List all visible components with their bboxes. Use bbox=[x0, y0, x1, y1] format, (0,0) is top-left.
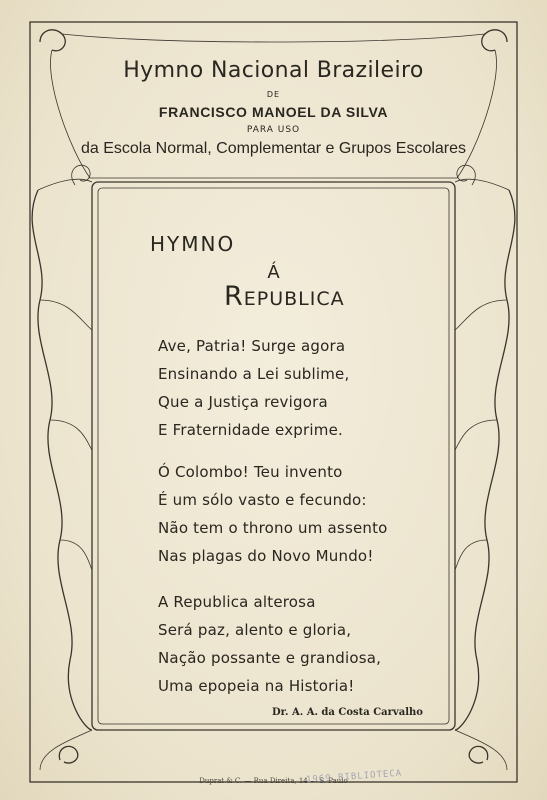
poem-heading-a: Á bbox=[267, 262, 280, 283]
verse-line: A Republica alterosa bbox=[158, 593, 316, 611]
poem-heading-republica: Republica bbox=[224, 281, 345, 312]
verse-line: Ó Colombo! Teu invento bbox=[158, 463, 343, 481]
verse-line: E Fraternidade exprime. bbox=[158, 421, 343, 439]
schools-subtitle: da Escola Normal, Complementar e Grupos Escolares bbox=[80, 140, 467, 157]
verse-line: É um sólo vasto e fecundo: bbox=[158, 491, 367, 509]
stanza-3 bbox=[158, 588, 381, 700]
para-uso-label: PARA USO bbox=[246, 125, 301, 135]
verse-line: Nas plagas do Novo Mundo! bbox=[158, 547, 374, 565]
verse-line: Uma epopeia na Historia! bbox=[158, 677, 355, 695]
poem-heading-hymno: HYMNO bbox=[150, 232, 236, 256]
poem-author: Dr. A. A. da Costa Carvalho bbox=[272, 707, 423, 718]
stanza-1 bbox=[158, 332, 349, 444]
composer-name: FRANCISCO MANOEL DA SILVA bbox=[158, 104, 389, 120]
verse-line: Será paz, alento e gloria, bbox=[158, 621, 352, 639]
document-title: Hymno Nacional Brazileiro bbox=[123, 58, 424, 83]
printer-imprint: Duprat & C. — Rua Direita, 14 — S. Paulo bbox=[199, 777, 348, 785]
verse-line: Nação possante e grandiosa, bbox=[158, 649, 382, 667]
verse-line: Não tem o throno um assento bbox=[158, 519, 388, 537]
library-stamp: 1969 BIBLIOTECA bbox=[305, 768, 403, 786]
stanza-2 bbox=[158, 458, 388, 570]
de-label: DE bbox=[266, 90, 281, 99]
verse-line: Que a Justiça revigora bbox=[158, 393, 328, 411]
verse-line: Ensinando a Lei sublime, bbox=[158, 365, 350, 383]
verse-line: Ave, Patria! Surge agora bbox=[158, 337, 346, 355]
